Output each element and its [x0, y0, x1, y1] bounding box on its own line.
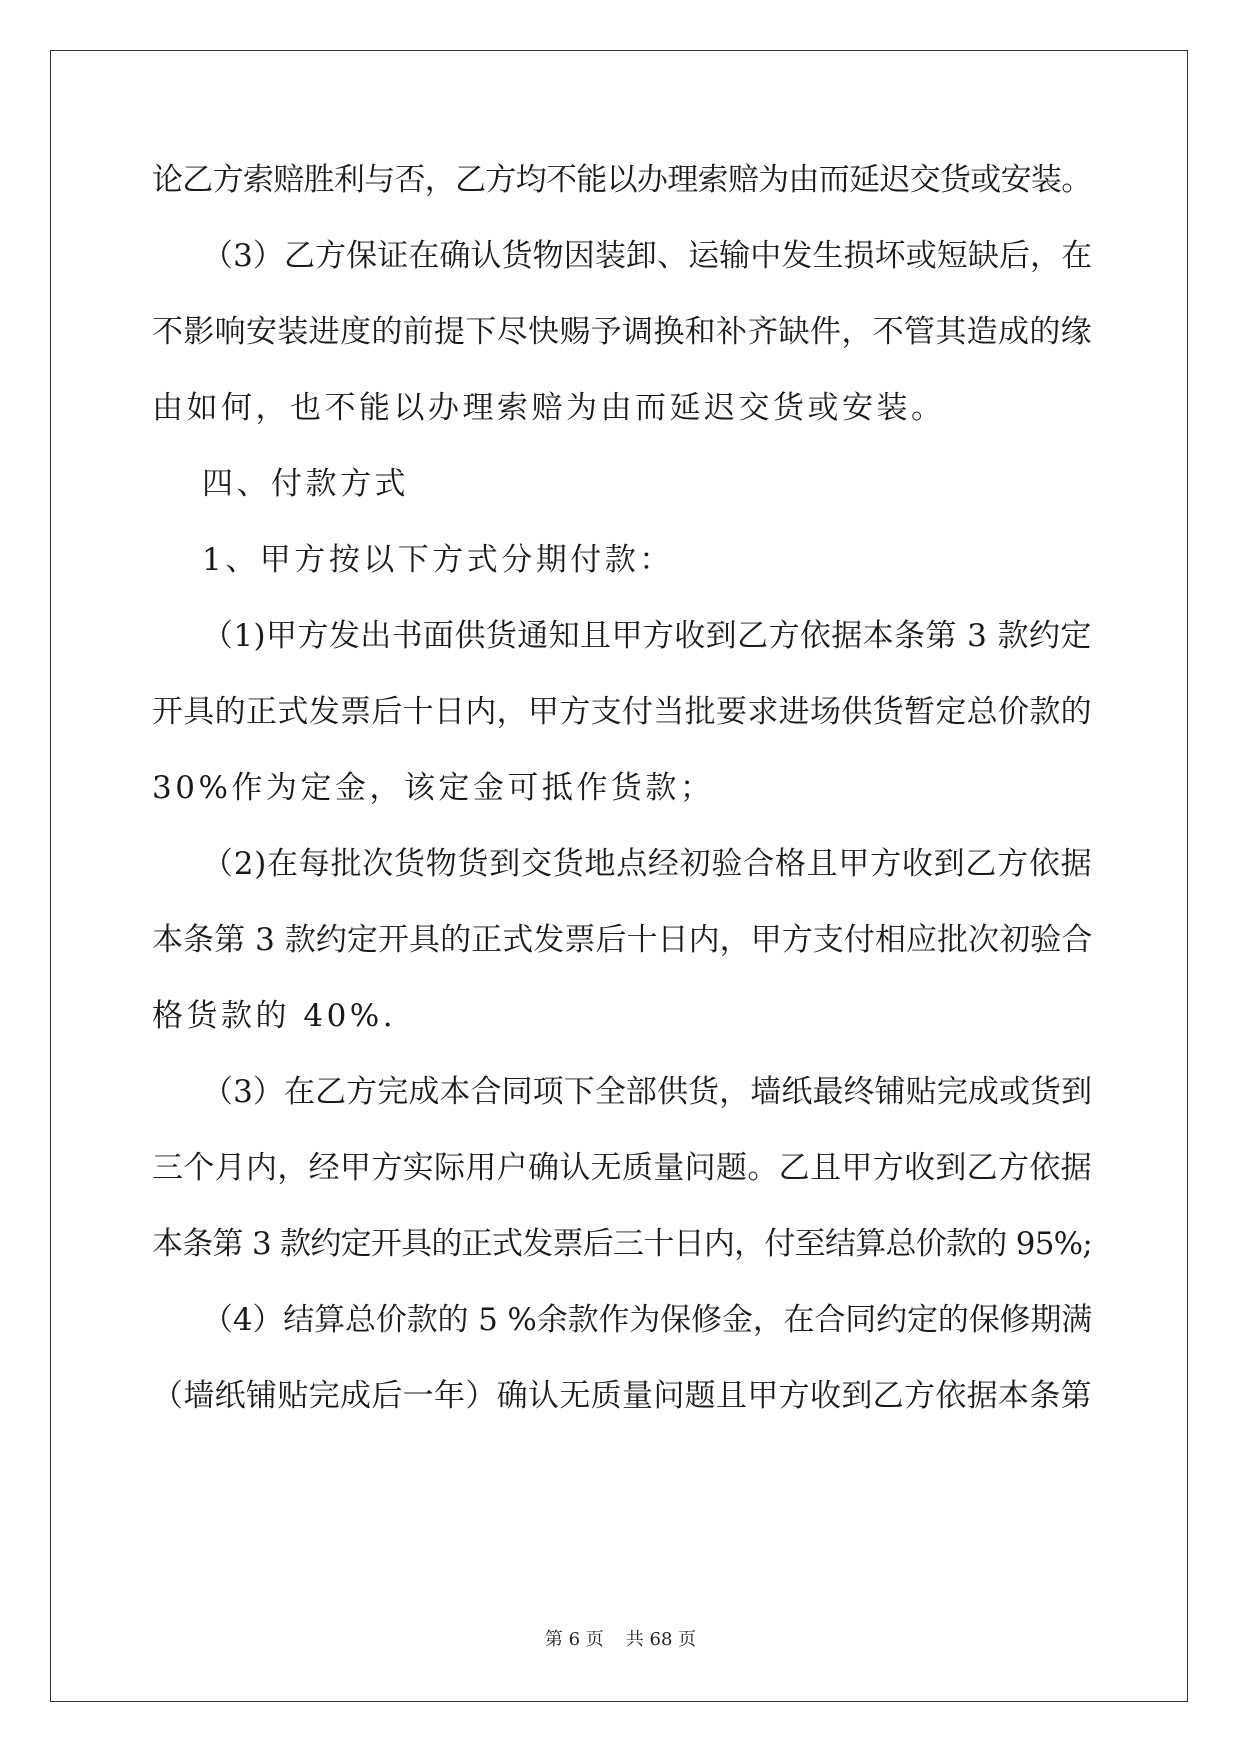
page-number: 第 6 页 [544, 1629, 604, 1650]
text-line: （墙纸铺贴完成后一年）确认无质量问题且甲方收到乙方依据本条第 [152, 1378, 1092, 1414]
section-heading: 四、付款方式 [202, 466, 409, 502]
text-line: （3）乙方保证在确认货物因装卸、运输中发生损坏或短缺后，在 [202, 238, 1093, 274]
text-line: 1、甲方按以下方式分期付款： [202, 542, 674, 578]
text-line: （3）在乙方完成本合同项下全部供货，墙纸最终铺贴完成或货到 [202, 1074, 1093, 1110]
page-total: 共 68 页 [625, 1629, 697, 1650]
text-line: （2)在每批次货物货到交货地点经初验合格且甲方收到乙方依据 [202, 846, 1093, 882]
text-line: 不影响安装进度的前提下尽快赐予调换和补齐缺件，不管其造成的缘 [152, 314, 1092, 350]
text-line: 格货款的 40%. [152, 998, 397, 1034]
text-line: 本条第 3 款约定开具的正式发票后十日内，甲方支付相应批次初验合 [152, 922, 1093, 958]
text-line: （1)甲方发出书面供货通知且甲方收到乙方依据本条第 3 款约定 [202, 618, 1092, 654]
text-line: 本条第 3 款约定开具的正式发票后三十日内，付至结算总价款的 95%; [152, 1226, 1093, 1262]
text-line: 开具的正式发票后十日内，甲方支付当批要求进场供货暂定总价款的 [152, 694, 1092, 730]
text-line: 三个月内，经甲方实际用户确认无质量问题。乙且甲方收到乙方依据 [152, 1150, 1092, 1186]
text-line: （4）结算总价款的 5 %余款作为保修金，在合同约定的保修期满 [202, 1302, 1093, 1338]
text-line: 30%作为定金，该定金可抵作货款； [152, 770, 715, 806]
text-line: 论乙方索赔胜利与否，乙方均不能以办理索赔为由而延迟交货或安装。 [152, 162, 1092, 198]
text-line: 由如何，也不能以办理索赔为由而延迟交货或安装。 [152, 390, 946, 426]
page-footer [0, 1628, 1241, 1652]
